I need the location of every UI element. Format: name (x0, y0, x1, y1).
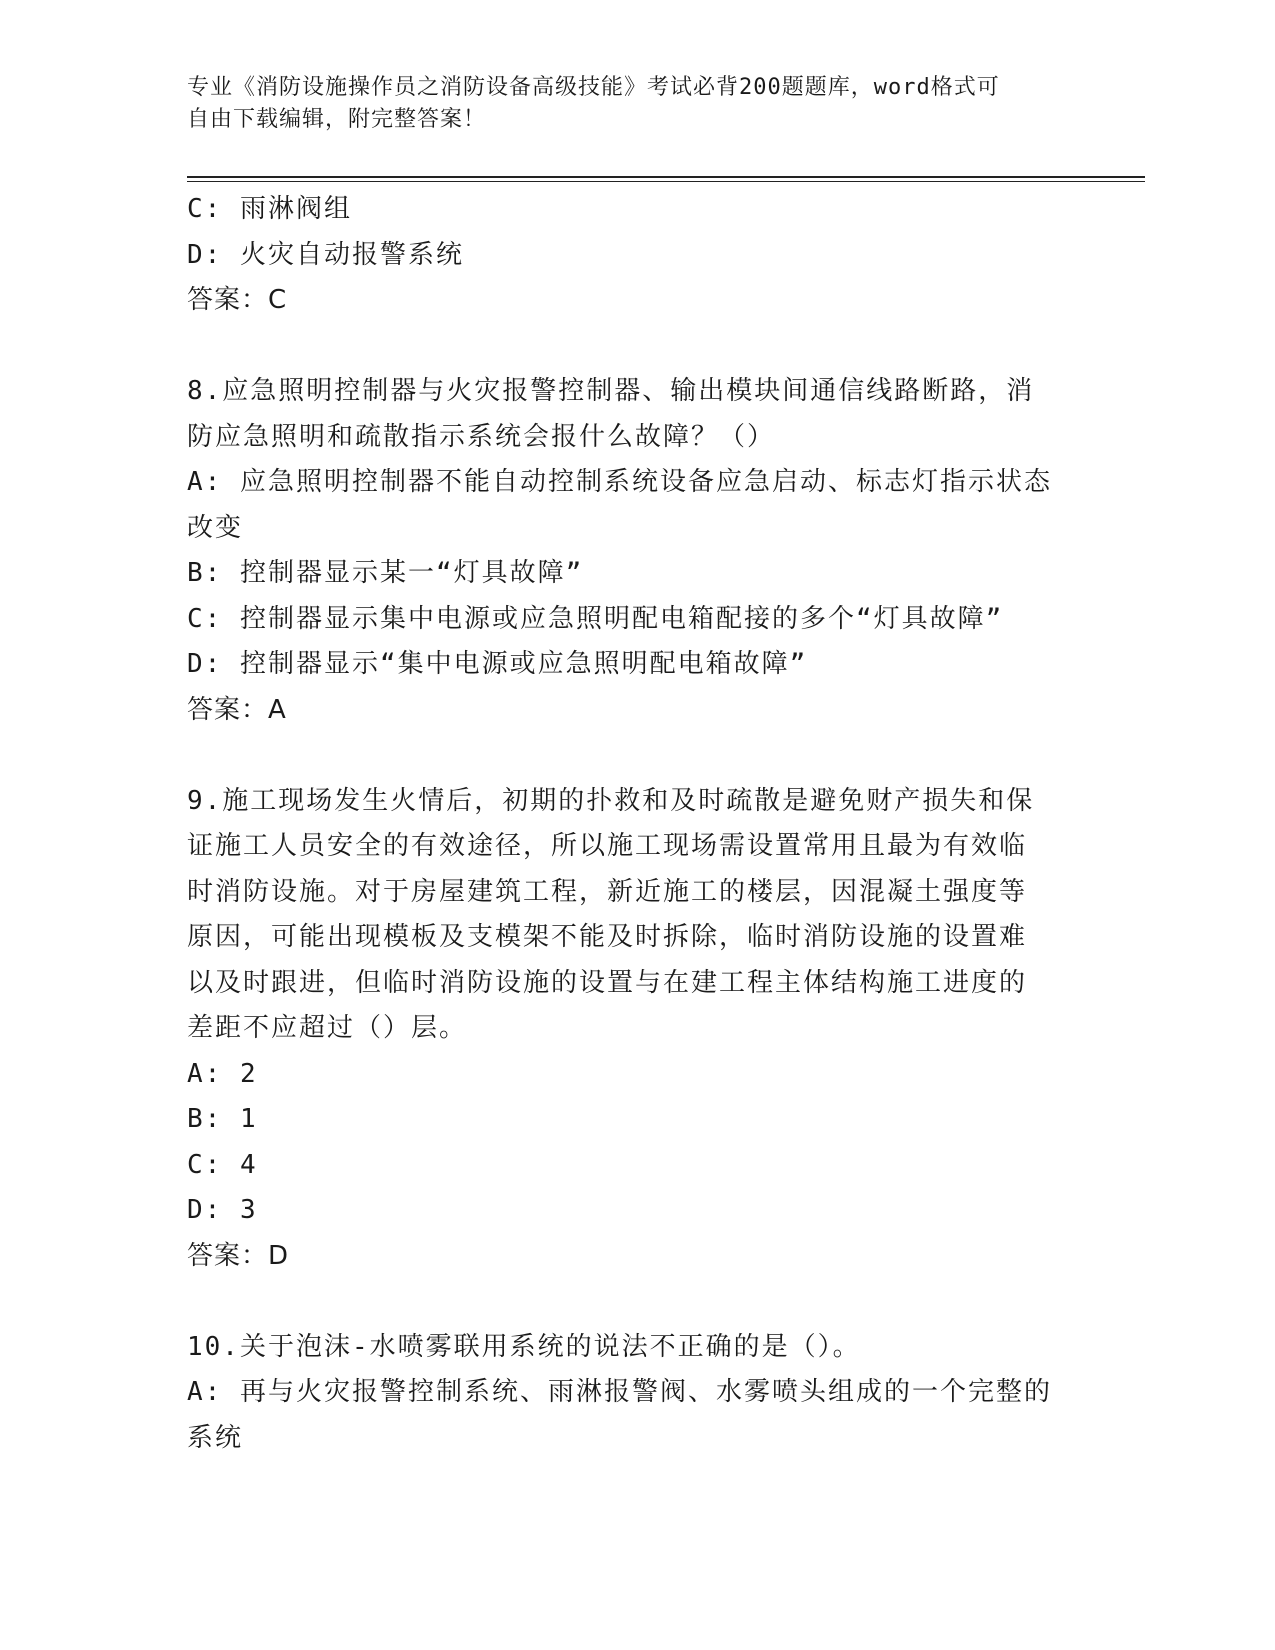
option-d: D: 火灾自动报警系统 (187, 239, 464, 270)
question-stem: 10.关于泡沫-水喷雾联用系统的说法不正确的是（）。 (187, 1331, 861, 1362)
option-c: C: 控制器显示集中电源或应急照明配电箱配接的多个“灯具故障” (187, 603, 1004, 634)
option-d: D: 3 (187, 1195, 258, 1225)
question-stem: 9.施工现场发生火情后，初期的扑救和及时疏散是避免财产损失和保 (187, 785, 1035, 816)
header-divider-thin (187, 181, 1145, 182)
spacer (187, 1279, 1067, 1325)
question-7-tail (187, 187, 1067, 324)
option-d: D: 控制器显示“集中电源或应急照明配电箱故障” (187, 649, 808, 679)
option-b: B: 1 (187, 1104, 258, 1134)
header-title-line-2: 自由下载编辑，附完整答案！ (187, 107, 487, 132)
header-divider-thick (187, 176, 1145, 178)
question-stem: 时消防设施。对于房屋建筑工程，新近施工的楼层，因混凝土强度等 (187, 876, 1028, 907)
question-stem: 8.应急照明控制器与火灾报警控制器、输出模块间通信线路断路，消 (187, 376, 1035, 406)
option-c: C: 4 (187, 1149, 258, 1180)
question-stem: 证施工人员安全的有效途径，所以施工现场需设置常用且最为有效临 (187, 831, 1028, 861)
option-a: A: 应急照明控制器不能自动控制系统设备应急启动、标志灯指示状态 (187, 467, 1052, 497)
question-content (187, 187, 1067, 1461)
question-8 (187, 369, 1067, 733)
question-stem: 差距不应超过（）层。 (187, 1013, 468, 1043)
option-a-continued: 改变 (187, 512, 244, 543)
option-a: A: 2 (187, 1058, 258, 1089)
question-10 (187, 1325, 1067, 1462)
option-a-continued: 系统 (187, 1422, 244, 1453)
option-c: C: 雨淋阀组 (187, 194, 352, 224)
question-9 (187, 779, 1067, 1280)
spacer (187, 733, 1067, 779)
document-header (187, 72, 1067, 136)
answer-label: 答案：C (187, 285, 288, 315)
answer-label: 答案：D (187, 1240, 290, 1271)
header-title-line-1: 专业《消防设施操作员之消防设备高级技能》考试必背200题题库，word格式可 (187, 75, 1000, 100)
question-stem: 以及时跟进，但临时消防设施的设置与在建工程主体结构施工进度的 (187, 967, 1028, 998)
question-stem: 原因，可能出现模板及支模架不能及时拆除，临时消防设施的设置难 (187, 922, 1028, 952)
option-b: B: 控制器显示某一“灯具故障” (187, 558, 584, 588)
option-a: A: 再与火灾报警控制系统、雨淋报警阀、水雾喷头组成的一个完整的 (187, 1377, 1052, 1407)
question-stem: 防应急照明和疏散指示系统会报什么故障？（） (187, 421, 776, 452)
spacer (187, 324, 1067, 370)
answer-label: 答案：A (187, 694, 287, 725)
